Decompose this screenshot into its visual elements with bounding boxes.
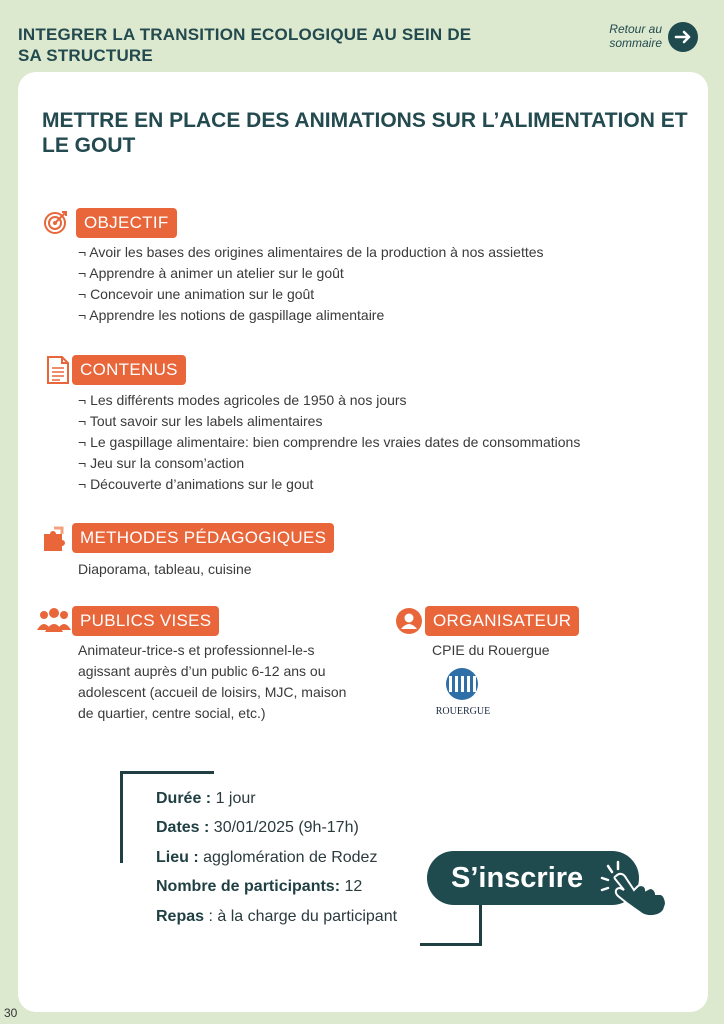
participants-row xyxy=(156,877,362,897)
puzzle-icon xyxy=(40,524,68,552)
duree-value: 1 jour xyxy=(211,790,256,807)
lieu-row xyxy=(156,848,377,868)
methodes-text: Diaporama, tableau, cuisine xyxy=(78,561,252,577)
page-number: 30 xyxy=(4,1006,18,1020)
cpie-logo xyxy=(432,666,494,718)
target-icon xyxy=(42,208,70,236)
bracket-top xyxy=(120,771,214,774)
lieu-value: agglomération de Rodez xyxy=(198,849,378,866)
list-item: ¬ Apprendre les notions de gaspillage alimentaire xyxy=(78,307,385,323)
group-icon xyxy=(36,606,72,634)
organisateur-name: CPIE du Rouergue xyxy=(432,642,550,658)
participants-value: 12 xyxy=(340,878,363,895)
duree-row xyxy=(156,789,256,809)
methodes-heading: METHODES PÉDAGOGIQUES xyxy=(72,523,334,553)
list-item: ¬ Jeu sur la consom’action xyxy=(78,455,245,471)
sinscrire-button[interactable]: S’inscrire xyxy=(427,851,639,905)
organisateur-heading: ORGANISATEUR xyxy=(425,606,579,636)
dates-value: 30/01/2025 (9h-17h) xyxy=(209,819,359,836)
publics-line: Animateur-trice-s et professionnel-le-s xyxy=(78,642,315,658)
document-icon xyxy=(44,355,72,383)
list-item: ¬ Concevoir une animation sur le goût xyxy=(78,286,315,302)
arrow-right-icon[interactable] xyxy=(668,22,698,52)
objectif-heading: OBJECTIF xyxy=(76,208,177,238)
person-icon xyxy=(395,607,423,635)
participants-label: Nombre de participants: xyxy=(156,878,341,895)
publics-line: adolescent (accueil de loisirs, MJC, maison xyxy=(78,684,347,700)
repas-label: Repas xyxy=(156,908,205,925)
duree-label: Durée : xyxy=(156,790,212,807)
contenus-list xyxy=(78,390,580,495)
publics-heading: PUBLICS VISES xyxy=(72,606,219,636)
pointing-hand-icon[interactable] xyxy=(594,858,674,918)
back-label: Retour au sommaire xyxy=(609,22,662,50)
page-title: METTRE EN PLACE DES ANIMATIONS SUR L’ALIMENTATION ET LE GOUT xyxy=(42,109,688,157)
list-item: ¬ Tout savoir sur les labels alimentaires xyxy=(78,413,323,429)
list-item: ¬ Apprendre à animer un atelier sur le goût xyxy=(78,265,344,281)
dates-row xyxy=(156,818,359,838)
publics-line: agissant auprès d’un public 6-12 ans ou xyxy=(78,663,326,679)
repas-row xyxy=(156,907,397,927)
list-item: ¬ Découverte d’animations sur le gout xyxy=(78,476,314,492)
publics-text xyxy=(78,640,346,724)
bracket-bottom xyxy=(420,943,482,946)
back-to-summary-link[interactable] xyxy=(590,20,702,54)
logo-text: ROUERGUE xyxy=(435,706,491,717)
contenus-heading: CONTENUS xyxy=(72,355,186,385)
repas-value: : à la charge du participant xyxy=(204,908,398,925)
list-item: ¬ Le gaspillage alimentaire: bien comprendre les vraies dates de consommations xyxy=(78,434,581,450)
list-item: ¬ Avoir les bases des origines alimentaires de la production à nos assiettes xyxy=(78,244,544,260)
header-title: INTEGRER LA TRANSITION ECOLOGIQUE AU SEIN DE SA STRUCTURE xyxy=(18,25,472,65)
lieu-label: Lieu : xyxy=(156,849,199,866)
objectif-list xyxy=(78,242,544,326)
bracket-left xyxy=(120,771,123,863)
dates-label: Dates : xyxy=(156,819,210,836)
list-item: ¬ Les différents modes agricoles de 1950 à nos jours xyxy=(78,392,407,408)
publics-line: de quartier, centre social, etc.) xyxy=(78,705,266,721)
